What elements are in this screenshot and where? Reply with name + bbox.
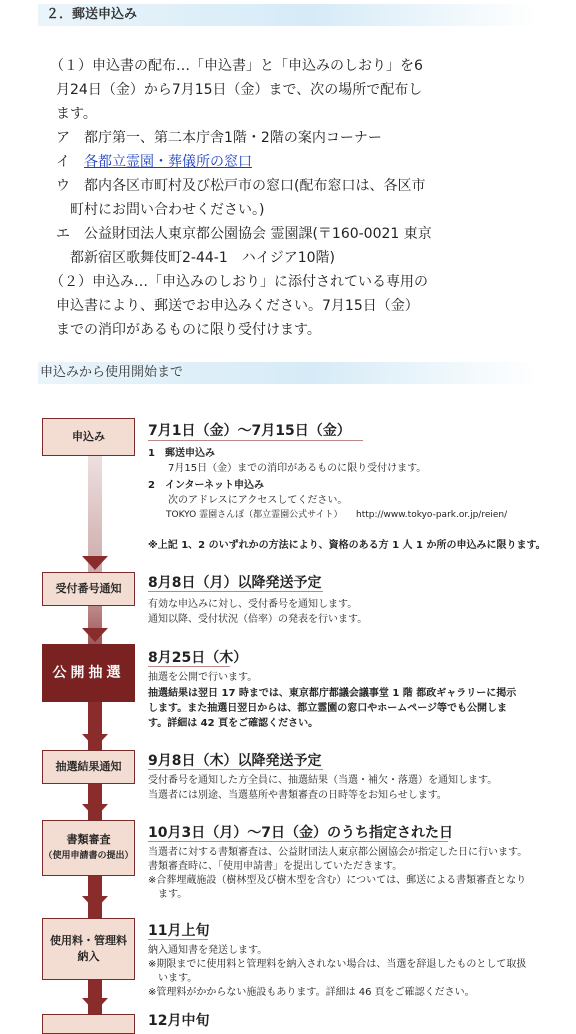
step-text: 有効な申込みに対し、受付番号を通知します。 (148, 599, 358, 610)
step-box-receipt (42, 572, 135, 606)
step-date: 10月3日（月）～7日（金）のうち指定された日 (148, 825, 453, 841)
date-rule (148, 939, 208, 940)
date-rule (148, 841, 448, 842)
step-text: す。詳細は 42 頁をご確認ください。 (148, 718, 319, 729)
step-text: 7月15日（金）までの消印があるものに限り受付けます。 (148, 463, 427, 474)
step-text: 通知以降、受付状況（倍率）の発表を行います。 (148, 614, 368, 625)
step-text: 書類審査時に、「使用申請書」を提出していただきます。 (148, 861, 403, 872)
step-label: 抽選結果通知 (55, 760, 122, 773)
step-label: 書類審査 (66, 833, 111, 846)
date-rule (148, 769, 323, 770)
paragraph-line: 申込書により、郵送でお申込みください。7月15日（金） (56, 298, 419, 314)
step-text: ※合葬埋蔵施設（樹林型及び樹木型を含む）については、郵送による書類審査となり (148, 875, 527, 886)
step-text: 2 インターネット申込み (148, 480, 265, 491)
section-title: ２．郵送申込み (46, 7, 138, 22)
date-rule (148, 440, 363, 441)
step-box-lottery (42, 644, 135, 702)
step-label: 受付番号通知 (55, 582, 122, 595)
step-date: 8月25日（木） (148, 650, 248, 666)
step-box-payment (42, 918, 135, 980)
step-text: TOKYO 霊園さんぽ（都立霊園公式サイト） http://www.tokyo-park.or.jp/reien/ (148, 510, 508, 520)
step-date: 8月8日（月）以降発送予定 (148, 575, 322, 591)
step-sublabel: （使用申請書の提出） (43, 851, 134, 861)
flow-arrow-icon (82, 556, 108, 570)
step-note: ※上記 1、2 のいずれかの方法により、資格のある方 1 人 1 か所の申込みに限ります。 (148, 540, 546, 551)
step-label: 申込み (72, 430, 105, 443)
list-item (56, 152, 252, 172)
step-text: ※管理料がかからない施設もあります。詳細は 46 頁をご確認ください。 (148, 987, 475, 998)
paragraph-line: （１）申込書の配布…「申込書」と「申込みのしおり」を6 (50, 58, 423, 74)
step-date: 9月8日（木）以降発送予定 (148, 753, 322, 769)
list-item-cont: 町村にお問い合わせください。) (56, 202, 265, 218)
step-text: 受付番号を通知した方全員に、抽選結果（当選・補欠・落選）を通知します。 (148, 775, 498, 786)
step-text: 当選者に対する書類審査は、公益財団法人東京都公園協会が指定した日に行います。 (148, 847, 528, 858)
list-item: エ 公益財団法人東京都公園協会 霊園課(〒160-0021 東京 (56, 226, 432, 242)
step-text: 抽選結果は翌日 17 時までは、東京都庁都議会議事堂 1 階 都政ギャラリーに掲示 (148, 688, 517, 699)
flow-arrow-icon (82, 896, 108, 910)
step-date: 11月上旬 (148, 923, 210, 939)
flow-arrow-icon (82, 734, 108, 748)
paragraph-line: 月24日（金）から7月15日（金）まで、次の場所で配布し (56, 82, 423, 98)
step-box-result (42, 750, 135, 784)
list-item: ア 都庁第一、第二本庁舎1階・2階の案内コーナー (56, 130, 382, 146)
list-item: ウ 都内各区市町村及び松戸市の窓口(配布窓口は、各区市 (56, 178, 426, 194)
step-label: 使用料・管理料 (50, 934, 127, 947)
step-date: 12月中旬 (148, 1013, 210, 1029)
step-text: 次のアドレスにアクセスしてください。 (148, 495, 348, 506)
step-text: います。 (148, 973, 198, 984)
step-date: 7月1日（金）～7月15日（金） (148, 423, 351, 439)
step-label: 公開抽選 (52, 665, 125, 681)
step-text: 納入通知書を発送します。 (148, 945, 268, 956)
step-sublabel: 納入 (77, 950, 100, 963)
list-marker: イ (56, 154, 70, 170)
flow-arrow-icon (82, 628, 108, 642)
date-rule (148, 591, 323, 592)
step-text: ます。 (148, 889, 188, 900)
step-box-next (42, 1014, 135, 1034)
step-text: 抽選を公開で行います。 (148, 672, 258, 683)
date-rule (148, 666, 230, 667)
paragraph-line: までの消印があるものに限り受付けます。 (56, 322, 321, 338)
office-link[interactable]: 各都立霊園・葬儀所の窓口 (84, 154, 252, 170)
step-text: ※期限までに使用料と管理料を納入されない場合は、当選を辞退したものとして取扱 (148, 959, 527, 970)
flow-arrow-icon (82, 998, 108, 1012)
step-text: します。また抽選日翌日からは、都立霊園の窓口やホームページ等でも公開しま (148, 703, 507, 714)
flow-arrow-icon (82, 804, 108, 818)
list-item-cont: 都新宿区歌舞伎町2-44-1 ハイジア10階) (56, 250, 336, 266)
paragraph-line: （２）申込み…「申込みのしおり」に添付されている専用の (50, 274, 428, 290)
step-text: 1 郵送申込み (148, 448, 215, 459)
step-box-apply (42, 418, 135, 456)
paragraph-line: ます。 (56, 106, 97, 122)
step-text: 当選者には別途、当選墓所や書類審査の日時等をお知らせします。 (148, 790, 447, 801)
step-box-review (42, 820, 135, 876)
flow-title: 申込みから使用開始まで (40, 365, 184, 380)
